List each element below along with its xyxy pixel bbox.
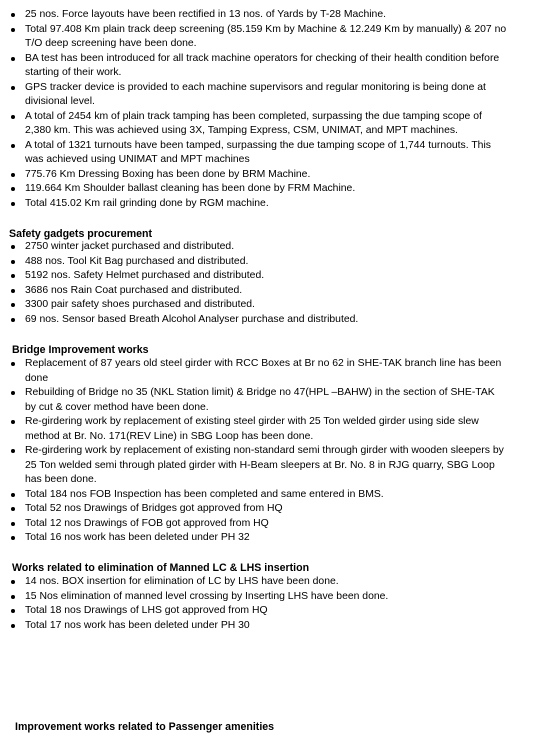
- list-item: [8, 590, 508, 605]
- bullet-icon: [11, 13, 15, 17]
- list-item-text: Total 18 nos Drawings of LHS got approved from HQ: [25, 605, 268, 616]
- list-item: [8, 168, 508, 183]
- bridge-improvement-list: [8, 357, 508, 546]
- list-item: [8, 575, 508, 590]
- list-item-text: 775.76 Km Dressing Boxing has been done by BRM Machine.: [25, 168, 311, 180]
- list-item: [8, 531, 508, 546]
- list-item-text: Total 415.02 Km rail grinding done by RGM machine.: [25, 197, 269, 209]
- bullet-icon: [11, 57, 15, 61]
- list-item: [8, 444, 508, 488]
- list-item: [8, 298, 508, 313]
- bullet-icon: [11, 260, 15, 264]
- list-item: [8, 313, 508, 328]
- bullet-icon: [11, 362, 15, 366]
- list-item-text: 5192 nos. Safety Helmet purchased and distributed.: [25, 270, 265, 281]
- bullet-icon: [11, 507, 15, 511]
- list-item-text: 3300 pair safety shoes purchased and distributed.: [25, 299, 255, 310]
- section-heading-passenger-amenities: Improvement works related to Passenger amenities: [15, 721, 275, 733]
- safety-gadgets-list: [8, 240, 508, 327]
- bullet-icon: [11, 420, 15, 424]
- list-item-text: 15 Nos elimination of manned level crossing by Inserting LHS have been done.: [25, 590, 389, 602]
- list-item-text: A total of 2454 km of plain track tamping has been completed, surpassing the due tamping scope of 2,380 km. This was achieved using 3X, Tamping Express, CSM, UNIMAT, and MPT machines.: [25, 110, 482, 136]
- list-item-text: Re-girdering work by replacement of existing steel girder with 25 Ton welded girder using side slew method at Br. No. 171(REV Line) in SBG Loop has been done.: [25, 416, 479, 442]
- list-item-text: BA test has been introduced for all track machine operators for checking of their health condition before starting of their work.: [25, 52, 500, 78]
- bullet-icon: [11, 173, 15, 177]
- bullet-icon: [11, 318, 15, 322]
- bullet-icon: [11, 202, 15, 206]
- list-item-text: Total 184 nos FOB Inspection has been completed and same entered in BMS.: [25, 488, 384, 500]
- list-item-text: Total 97.408 Km plain track deep screening (85.159 Km by Machine & 12.249 Km by manually) & 207 no T/O deep screening have been done.: [25, 23, 507, 49]
- list-item-text: 2750 winter jacket purchased and distributed.: [25, 241, 235, 252]
- list-item: [8, 488, 508, 503]
- list-item: [8, 415, 508, 444]
- bullet-icon: [11, 391, 15, 395]
- section-heading-bridge-improvement: Bridge Improvement works: [12, 344, 149, 356]
- bullet-icon: [11, 493, 15, 497]
- section-heading-manned-lc-elimination: Works related to elimination of Manned LC & LHS insertion: [12, 562, 310, 574]
- list-item: [8, 110, 508, 139]
- bullet-icon: [11, 609, 15, 613]
- list-item: [8, 619, 508, 634]
- bullet-icon: [11, 580, 15, 584]
- bullet-icon: [11, 274, 15, 278]
- list-item-text: 488 nos. Tool Kit Bag purchased and distributed.: [25, 255, 249, 267]
- bullet-icon: [11, 115, 15, 119]
- list-item: [8, 139, 508, 168]
- list-item: [8, 182, 508, 197]
- bullet-icon: [11, 289, 15, 293]
- list-item-text: Re-girdering work by replacement of existing non-standard semi through girder with wooden sleepers by 25 Ton welded semi through plated girder with H-Beam sleepers at Br. No. 8 in RJG quarry, SBG Loop has been done.: [25, 445, 504, 485]
- bullet-icon: [11, 522, 15, 526]
- bullet-icon: [11, 303, 15, 307]
- list-item: [8, 52, 508, 81]
- list-item: [8, 517, 508, 532]
- list-item-text: 14 nos. BOX insertion for elimination of LC by LHS have been done.: [25, 576, 339, 587]
- bullet-icon: [11, 595, 15, 599]
- bullet-icon: [11, 28, 15, 32]
- list-item-text: 69 nos. Sensor based Breath Alcohol Analyser purchase and distributed.: [25, 313, 359, 325]
- bullet-icon: [11, 86, 15, 90]
- list-item-text: 25 nos. Force layouts have been rectified in 13 nos. of Yards by T-28 Machine.: [25, 9, 386, 20]
- list-item-text: Rebuilding of Bridge no 35 (NKL Station limit) & Bridge no 47(HPL –BAHW) in the section of SHE-TAK by cut & cover method have been done.: [25, 387, 495, 413]
- list-item-text: 119.664 Km Shoulder ballast cleaning has been done by FRM Machine.: [25, 183, 356, 194]
- list-item-text: Replacement of 87 years old steel girder with RCC Boxes at Br no 62 in SHE-TAK branch line has been done: [25, 358, 502, 384]
- list-item: [8, 502, 508, 517]
- list-item-text: Total 17 nos work has been deleted under PH 30: [25, 619, 250, 631]
- list-item-text: GPS tracker device is provided to each machine supervisors and regular monitoring is being done at divisional level.: [25, 81, 486, 107]
- bullet-icon: [11, 144, 15, 148]
- list-item: [8, 23, 508, 52]
- list-item: [8, 197, 508, 212]
- bullet-icon: [11, 536, 15, 540]
- list-item-text: Total 16 nos work has been deleted under PH 32: [25, 532, 250, 543]
- list-item: [8, 269, 508, 284]
- list-item-text: Total 12 nos Drawings of FOB got approved from HQ: [25, 517, 269, 529]
- list-item: [8, 240, 508, 255]
- manned-lc-elimination-list: [8, 575, 508, 633]
- bullet-icon: [11, 245, 15, 249]
- list-item: [8, 284, 508, 299]
- section-heading-safety-gadgets: Safety gadgets procurement: [9, 228, 153, 240]
- bullet-icon: [11, 449, 15, 453]
- list-item: [8, 255, 508, 270]
- list-item: [8, 604, 508, 619]
- list-item-text: A total of 1321 turnouts have been tamped, surpassing the due tamping scope of 1,744 turnouts. This was achieved using UNIMAT and MPT machines: [25, 139, 491, 165]
- bullet-icon: [11, 187, 15, 191]
- list-item: [8, 386, 508, 415]
- list-item: [8, 357, 508, 386]
- list-item: [8, 8, 508, 23]
- track-machine-list: [8, 8, 508, 211]
- list-item: [8, 81, 508, 110]
- list-item-text: 3686 nos Rain Coat purchased and distributed.: [25, 284, 243, 296]
- list-item-text: Total 52 nos Drawings of Bridges got approved from HQ: [25, 503, 283, 514]
- bullet-icon: [11, 624, 15, 628]
